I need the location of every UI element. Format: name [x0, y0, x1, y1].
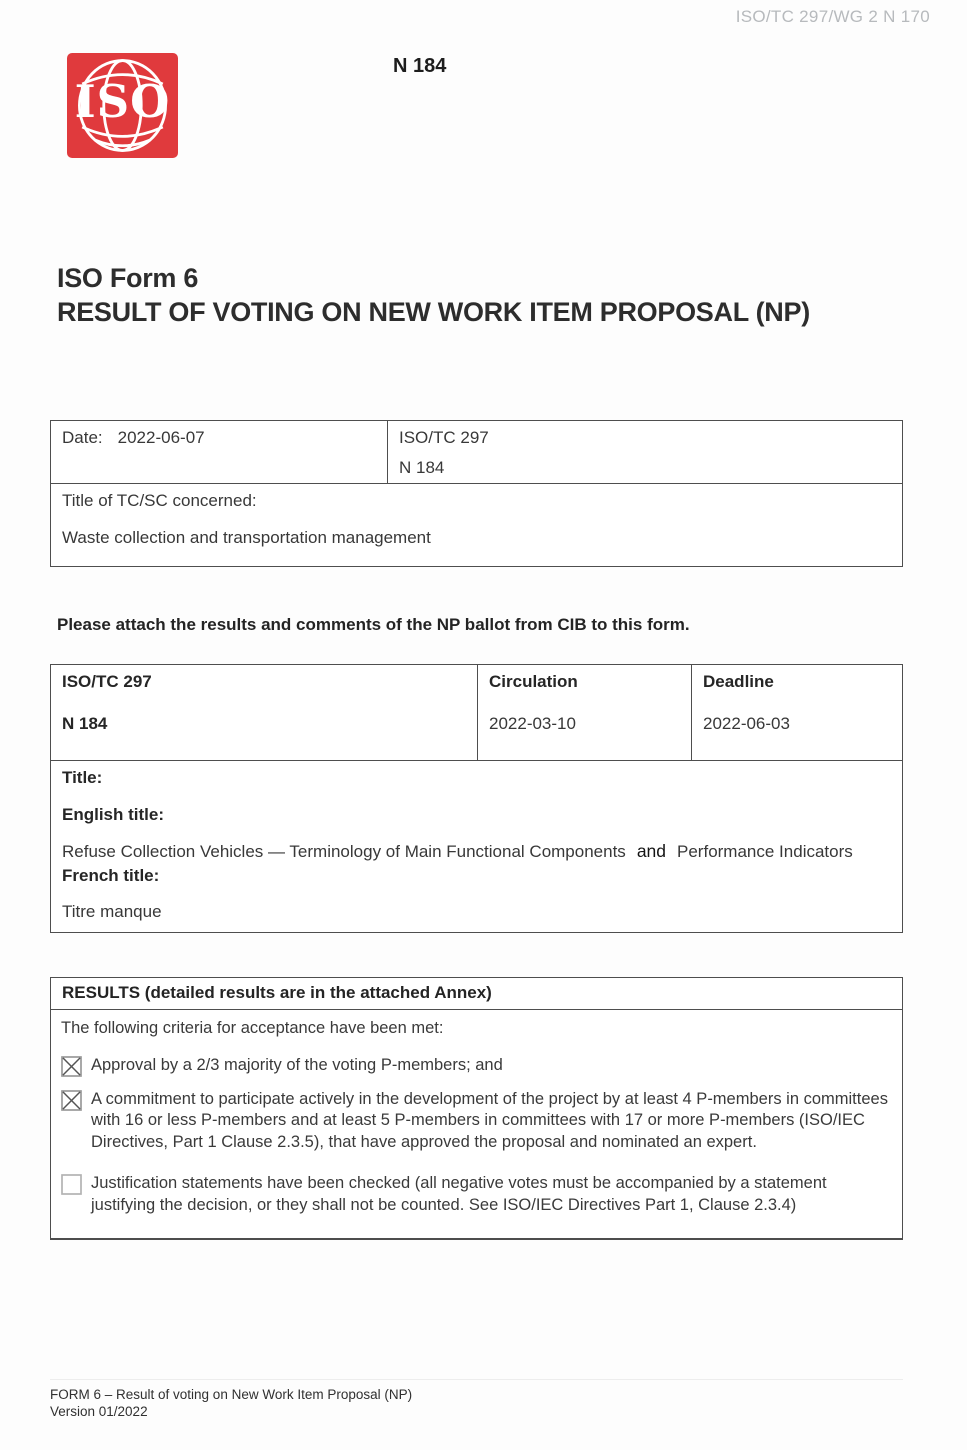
footer-version: Version 01/2022 [50, 1404, 148, 1419]
form-title [57, 261, 810, 329]
justification-checkbox[interactable] [61, 1174, 82, 1195]
french-title-value: Titre manque [62, 902, 162, 921]
english-title-part2: Performance Indicators [677, 842, 853, 861]
date-value: 2022-06-07 [117, 428, 205, 447]
criterion-row-approval [61, 1055, 891, 1077]
circulation-cell [478, 665, 692, 760]
criteria-intro: The following criteria for acceptance have been met: [61, 1019, 444, 1037]
date-label: Date: [62, 428, 103, 447]
criterion-text: Approval by a 2/3 majority of the voting P-members; and [91, 1055, 503, 1074]
criterion-row-commitment [61, 1089, 891, 1154]
titles-cell [51, 761, 902, 932]
doc-reference: ISO/TC 297/WG 2 N 170 [735, 7, 930, 26]
results-table [50, 977, 903, 1240]
english-title-and: and [636, 841, 667, 861]
committee-name: ISO/TC 297 [399, 428, 489, 447]
deadline-date: 2022-06-03 [703, 714, 790, 733]
form-title-line1: ISO Form 6 [57, 263, 199, 293]
french-title-label: French title: [62, 866, 160, 885]
commitment-checkbox[interactable] [61, 1090, 82, 1111]
approval-checkbox[interactable] [61, 1056, 82, 1077]
info-table [50, 420, 903, 567]
doc-number: N 184 [399, 458, 445, 477]
ballot-table-row1 [51, 665, 902, 761]
results-header: RESULTS (detailed results are in the attached Annex) [51, 978, 902, 1010]
deadline-label: Deadline [703, 672, 774, 691]
iso-logo [67, 53, 178, 158]
doc-number-top: N 184 [393, 55, 447, 77]
ballot-table [50, 664, 903, 933]
form-title-line2: RESULT OF VOTING ON NEW WORK ITEM PROPOSAL (NP) [57, 297, 810, 327]
date-cell [51, 421, 388, 483]
criterion-row-justification [61, 1173, 891, 1216]
criterion-text: A commitment to participate actively in the development of the project by at least 4 P-members in committees with 16 or less P-members and at least 5 P-members in committees with 17 or more P-members (ISO/IEC Directives, Part 1 Clause 2.3.5), that have approved the proposal and nominated an expert. [91, 1089, 888, 1151]
english-title-part1: Refuse Collection Vehicles — Terminology of Main Functional Components [62, 842, 626, 861]
committee-cell [388, 421, 902, 483]
footer-form-name: FORM 6 – Result of voting on New Work Item Proposal (NP) [50, 1387, 413, 1402]
ballot-committee-name: ISO/TC 297 [62, 672, 152, 691]
ballot-committee-cell [51, 665, 478, 760]
english-title-text [62, 841, 891, 862]
english-title-label: English title: [62, 805, 164, 824]
tc-title-cell [51, 484, 902, 566]
results-body [51, 1010, 902, 1238]
deadline-cell [692, 665, 902, 760]
circulation-label: Circulation [489, 672, 578, 691]
criterion-text: Justification statements have been checked (all negative votes must be accompanied by a statement justifying the decision, or they shall not be counted. See ISO/IEC Directives Part 1, Clause 2.3.4) [91, 1174, 827, 1214]
tc-title-value: Waste collection and transportation management [62, 528, 431, 547]
ballot-doc-number: N 184 [62, 714, 108, 733]
info-table-row1 [51, 421, 902, 484]
page-footer [50, 1379, 903, 1420]
attach-note: Please attach the results and comments of the NP ballot from CIB to this form. [57, 615, 690, 634]
iso-logo-text: ISO [74, 75, 171, 128]
tc-title-label: Title of TC/SC concerned: [62, 491, 257, 510]
circulation-date: 2022-03-10 [489, 714, 576, 733]
title-label: Title: [62, 768, 103, 787]
